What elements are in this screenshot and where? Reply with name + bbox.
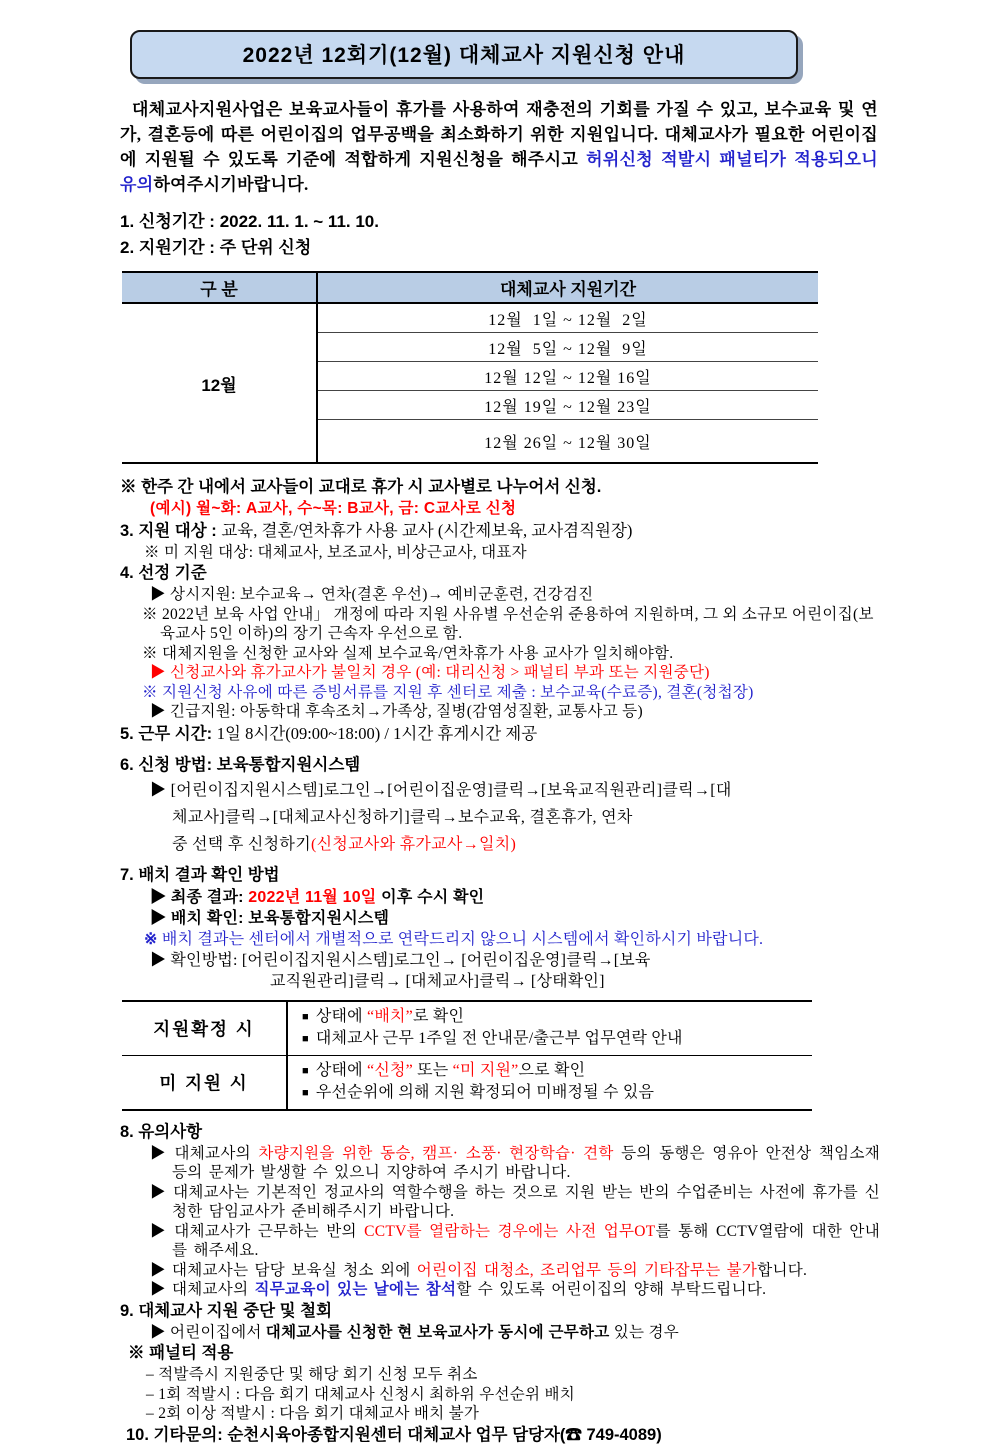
text-segment: 할 수 있도록 어린이집의 양해 부탁드립니다. xyxy=(456,1281,767,1298)
text-segment: 합니다. xyxy=(757,1261,808,1279)
square-bullet-icon: ■ xyxy=(302,1064,309,1077)
note-weekly xyxy=(120,476,880,499)
text-segment: 있는 경우 xyxy=(609,1323,680,1341)
item2 xyxy=(120,235,880,261)
text-segment: 으로 확인 xyxy=(518,1061,586,1079)
item6-path2 xyxy=(120,804,880,831)
text-segment: 1일 8시간(09:00~18:00) / 1시간 휴게시간 제공 xyxy=(216,723,538,743)
item8-b3 xyxy=(120,1222,880,1261)
square-bullet-icon: ■ xyxy=(302,1086,309,1099)
table-header-cell: 구 분 xyxy=(122,272,317,303)
item6-path3 xyxy=(120,831,880,858)
item8-b4 xyxy=(120,1261,880,1281)
text-segment: 로 확인 xyxy=(412,1007,465,1025)
text-segment: 중 선택 후 신청하기 xyxy=(172,835,311,853)
text-segment: 우선순위에 의해 지원 확정되어 미배정될 수 있음 xyxy=(315,1083,655,1101)
item7-b3b xyxy=(120,971,880,992)
text-segment: 2. 지원기간 : 주 단위 신청 xyxy=(120,238,312,257)
item4-b3 xyxy=(120,644,880,664)
text-segment: ▶ 대체교사의 xyxy=(150,1281,255,1298)
item4-b6 xyxy=(120,702,880,722)
document-body xyxy=(120,209,880,1447)
item4-b2 xyxy=(120,605,880,644)
text-segment: ▶ 배치 확인: 보육통합지원시스템 xyxy=(150,909,390,927)
text-segment: ▶ 대체교사는 담당 보육실 청소 외에 xyxy=(150,1261,417,1279)
text-segment: 8. 유의사항 xyxy=(120,1122,203,1141)
text-segment: (신청교사와 휴가교사→일치) xyxy=(310,835,517,853)
item8-b5 xyxy=(120,1280,880,1300)
item5 xyxy=(120,722,880,746)
text-segment: 상태에 xyxy=(315,1007,368,1025)
text-segment: ▶ 대체교사가 근무하는 반의 xyxy=(150,1222,365,1240)
item7-note xyxy=(120,929,880,950)
text-segment: ▶ [어린이집지원시스템]로그인→[어린이집운영]클릭→[보육교직원관리]클릭→[대 xyxy=(150,781,732,799)
text-segment: ※ 미 지원 대상: 대체교사, 보조교사, 비상근교사, 대표자 xyxy=(144,543,527,561)
period-cell: 12월 1일 ~ 12월 2일 xyxy=(317,303,818,333)
month-cell: 12월 xyxy=(201,375,237,395)
text-segment: ▶ 신청교사와 휴가교사가 불일치 경우 (예: 대리신청 > 패널티 부과 또는 지원중단) xyxy=(150,664,710,681)
text-segment: ▶ 상시지원: 보수교육→ 연차(결혼 우선)→ 예비군훈련, 건강검진 xyxy=(150,586,594,603)
item6-path1 xyxy=(120,777,880,804)
text-segment: 대체교사를 신청한 현 보육교사가 동시에 근무하고 xyxy=(265,1323,610,1341)
text-segment: 상태에 xyxy=(315,1061,368,1079)
item7-b3 xyxy=(120,950,880,971)
document-title: 2022년 12회기(12월) 대체교사 지원신청 안내 xyxy=(130,30,798,79)
text-segment: 3. 지원 대상 : xyxy=(120,521,222,540)
item9-penalty xyxy=(120,1342,880,1365)
status-detail-cell xyxy=(287,1055,812,1110)
item9-b1 xyxy=(120,1323,880,1343)
status-label-cell: 지원확정 시 xyxy=(153,1018,255,1039)
text-segment: CCTV를 열람하는 경우에는 사전 업무OT xyxy=(364,1222,656,1240)
text-segment: 어린이집 대청소, 조리업무 등의 기타잡무는 불가 xyxy=(416,1261,758,1279)
item4-b5 xyxy=(120,683,880,703)
item4-b1 xyxy=(120,585,880,605)
text-segment: – 적발즉시 지원중단 및 해당 회기 신청 모두 취소 xyxy=(146,1366,478,1383)
text-segment: 대체교사지원사업은 보육교사들이 휴가를 사용하여 재충전의 기회를 가질 수 있고, 보수교육 및 연가, 결혼등에 따른 어린이집의 업무공백을 최소화하기 위한 지원입니다. 대체교사가 필요한 어린이집에 지원될 수 있도록 기준에 적합하게 지원신청을 해주시고 xyxy=(120,100,878,169)
text-segment: – 2회 이상 적발시 : 다음 회기 대체교사 배치 불가 xyxy=(146,1405,480,1422)
text-segment: ※ 2022년 보육 사업 안내」 개정에 따라 지원 사유별 우선순위 준용하여 지원하며, 그 외 소규모 어린이집(보육교사 5인 이하)의 장기 근속자 우선으로 함. xyxy=(142,605,874,642)
period-cell: 12월 5일 ~ 12월 9일 xyxy=(317,333,818,362)
text-segment: ▶ 대체교사는 기본적인 정교사의 역할수행을 하는 것으로 지원 받는 반의 수업준비는 사전에 휴가를 신청한 담임교사가 준비해주시기 바랍니다. xyxy=(150,1183,880,1220)
text-segment: 4. 선정 기준 xyxy=(120,564,207,582)
item4-b4 xyxy=(120,663,880,683)
status-table xyxy=(122,1000,812,1111)
text-segment: 1. 신청기간 : 2022. 11. 1. ~ 11. 10. xyxy=(120,212,379,231)
status-detail-line xyxy=(302,1082,806,1104)
text-segment: (예시) 월~화: A교사, 수~목: B교사, 금: C교사로 신청 xyxy=(150,500,517,517)
text-segment: ※ 한주 간 내에서 교사들이 교대로 휴가 시 교사별로 나누어서 신청. xyxy=(120,478,602,496)
text-segment: ▶ 긴급지원: 아동학대 후속조치→가족상, 질병(감염성질환, 교통사고 등) xyxy=(150,703,643,720)
item3 xyxy=(120,519,880,543)
period-cell: 12월 19일 ~ 12월 23일 xyxy=(317,391,818,420)
item6 xyxy=(120,754,880,777)
text-segment: 6. 신청 방법: 보육통합지원시스템 xyxy=(120,755,361,774)
penalty-2 xyxy=(120,1385,880,1405)
item7-b1 xyxy=(120,887,880,908)
item1 xyxy=(120,209,880,235)
text-segment: 직무교육이 있는 날에는 참석 xyxy=(254,1281,457,1298)
item7 xyxy=(120,864,880,887)
status-detail-cell xyxy=(287,1001,812,1056)
text-segment: ▶ 확인방법: [어린이집지원시스템]로그인→ [어린이집운영]클릭→[보육 xyxy=(150,951,651,969)
period-cell: 12월 12일 ~ 12월 16일 xyxy=(317,362,818,391)
text-segment: 교육, 결혼/연차휴가 사용 교사 (시간제보육, 교사겸직원장) xyxy=(221,520,633,540)
penalty-3 xyxy=(120,1404,880,1424)
square-bullet-icon: ■ xyxy=(302,1010,309,1023)
text-segment: 등의 동행은 영유아 안전상 책임소재 등의 문제가 발생할 수 있으니 지양하여 주시기 바랍니다. xyxy=(172,1144,880,1181)
text-segment: “미 지원” xyxy=(452,1061,519,1079)
item8-b1 xyxy=(120,1144,880,1183)
square-bullet-icon: ■ xyxy=(302,1032,309,1045)
text-segment: 허위신청 적발시 패널티가 적용되오니 유의 xyxy=(120,150,878,194)
status-label-cell: 미 지원 시 xyxy=(122,1055,287,1110)
text-segment: 7. 배치 결과 확인 방법 xyxy=(120,865,280,884)
item3-note xyxy=(120,543,880,563)
table-header-cell: 대체교사 지원기간 xyxy=(317,272,818,303)
intro-paragraph xyxy=(120,97,878,197)
item4 xyxy=(120,562,880,585)
text-segment: 체교사]클릭→[대체교사신청하기]클릭→보수교육, 결혼휴가, 연차 xyxy=(172,808,633,826)
text-segment: 교직원관리]클릭→ [대체교사]클릭→ [상태확인] xyxy=(270,972,605,990)
text-segment: ※ 패널티 적용 xyxy=(128,1344,234,1362)
status-detail-line xyxy=(302,1060,806,1082)
text-segment: ▶ 대체교사의 xyxy=(150,1144,259,1162)
status-detail-line xyxy=(302,1028,806,1050)
text-segment: 대체교사 근무 1주일 전 안내문/출근부 업무연락 안내 xyxy=(315,1029,683,1047)
item7-b2 xyxy=(120,908,880,929)
text-segment: ※ xyxy=(144,930,162,948)
text-segment: 또는 xyxy=(412,1061,453,1079)
text-segment: ▶ 최종 결과: xyxy=(150,888,249,906)
period-cell: 12월 26일 ~ 12월 30일 xyxy=(317,420,818,464)
text-segment: 9. 대체교사 지원 중단 및 철회 xyxy=(120,1301,333,1320)
item8-b2 xyxy=(120,1183,880,1222)
penalty-1 xyxy=(120,1365,880,1385)
text-segment: 2022년 11월 10일 xyxy=(248,888,377,906)
note-example xyxy=(120,499,880,519)
item9 xyxy=(120,1300,880,1323)
text-segment: – 1회 적발시 : 다음 회기 대체교사 신청시 최하위 우선순위 배치 xyxy=(146,1385,576,1403)
text-segment: 이후 수시 확인 xyxy=(376,888,485,906)
text-segment: “배치” xyxy=(367,1007,413,1025)
item8 xyxy=(120,1121,880,1144)
text-segment: 배치 결과는 센터에서 개별적으로 연락드리지 않으니 시스템에서 확인하시기 바랍니다. xyxy=(161,930,764,948)
item10 xyxy=(120,1424,880,1447)
support-period-table xyxy=(122,271,818,464)
text-segment: 5. 근무 시간: xyxy=(120,724,217,743)
text-segment: “신청” xyxy=(367,1061,413,1079)
text-segment: 를 통해 CCTV열람에 대한 안내를 해주세요. xyxy=(172,1222,880,1259)
text-segment: 차량지원을 위한 동승, 캠프· 소풍· 현장학습· 견학 xyxy=(258,1144,614,1162)
text-segment: ※ 지원신청 사유에 따른 증빙서류를 지원 후 센터로 제출 : 보수교육(수료증), 결혼(청첩장) xyxy=(142,683,754,701)
text-segment: ▶ 어린이집에서 xyxy=(150,1323,266,1341)
text-segment: 10. 기타문의: 순천시육아종합지원센터 대체교사 업무 담당자(☎ 749-4089) xyxy=(126,1425,662,1444)
status-detail-line xyxy=(302,1006,806,1028)
text-segment: ※ 대체지원을 신청한 교사와 실제 보수교육/연차휴가 사용 교사가 일치해야함. xyxy=(142,644,674,662)
text-segment: 하여주시기바랍니다. xyxy=(153,175,309,194)
